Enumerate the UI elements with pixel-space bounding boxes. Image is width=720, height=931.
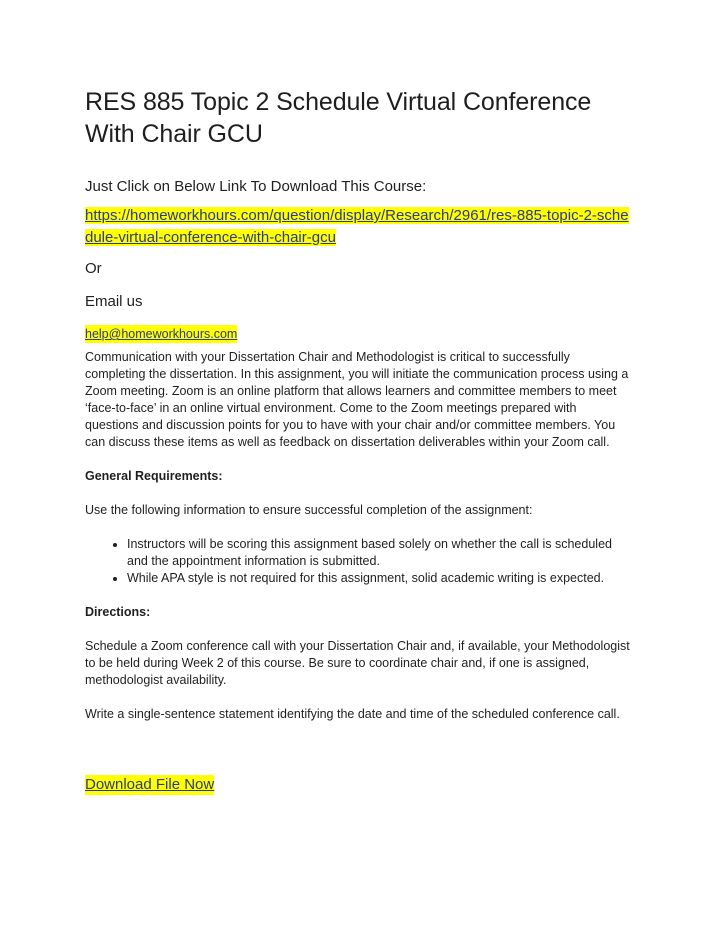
list-item: • While APA style is not required for this assignment, solid academic writing is expected.: [127, 570, 632, 587]
course-link-paragraph: [85, 205, 632, 249]
email-link[interactable]: help@homeworkhours.com: [85, 327, 238, 341]
list-item: • Instructors will be scoring this assignment based solely on whether the call is scheduled and the appointment information is submitted.: [127, 536, 632, 570]
intro-text: Just Click on Below Link To Download This Course:: [85, 178, 427, 195]
page-title: RES 885 Topic 2 Schedule Virtual Conference With Chair GCU: [85, 88, 592, 148]
email-us-text: Email us: [85, 293, 143, 310]
requirements-intro: Use the following information to ensure successful completion of the assignment:: [85, 503, 533, 517]
download-file-link[interactable]: Download File Now: [85, 776, 215, 793]
general-requirements-heading: General Requirements:: [85, 469, 223, 483]
directions-paragraph-1: Schedule a Zoom conference call with your Dissertation Chair and, if available, your Methodologist to be held during Week 2 of this course. Be sure to coordinate chair and, if one is assigned, methodologist availability.: [85, 639, 630, 687]
directions-heading: Directions:: [85, 605, 151, 619]
or-text: Or: [85, 260, 102, 277]
description-paragraph: Communication with your Dissertation Chair and Methodologist is critical to successfully completing the dissertation. In this assignment, you will initiate the communication process using a Zoom meeting. Zoom is an online platform that allows learners and committee members to meet ‘face-to-face’ in an online virtual environment. Come to the Zoom meetings prepared with questions and discussion points for you to have with your chair and/or committee members. You can discuss these items as well as feedback on dissertation deliverables within your Zoom call.: [85, 350, 629, 449]
directions-paragraph-2: Write a single-sentence statement identifying the date and time of the scheduled conference call.: [85, 707, 620, 721]
course-link[interactable]: https://homeworkhours.com/question/display/Research/2961/res-885-topic-2-schedule-virtual-conference-with-chair-gcu: [85, 207, 629, 246]
requirements-list: [85, 536, 632, 587]
